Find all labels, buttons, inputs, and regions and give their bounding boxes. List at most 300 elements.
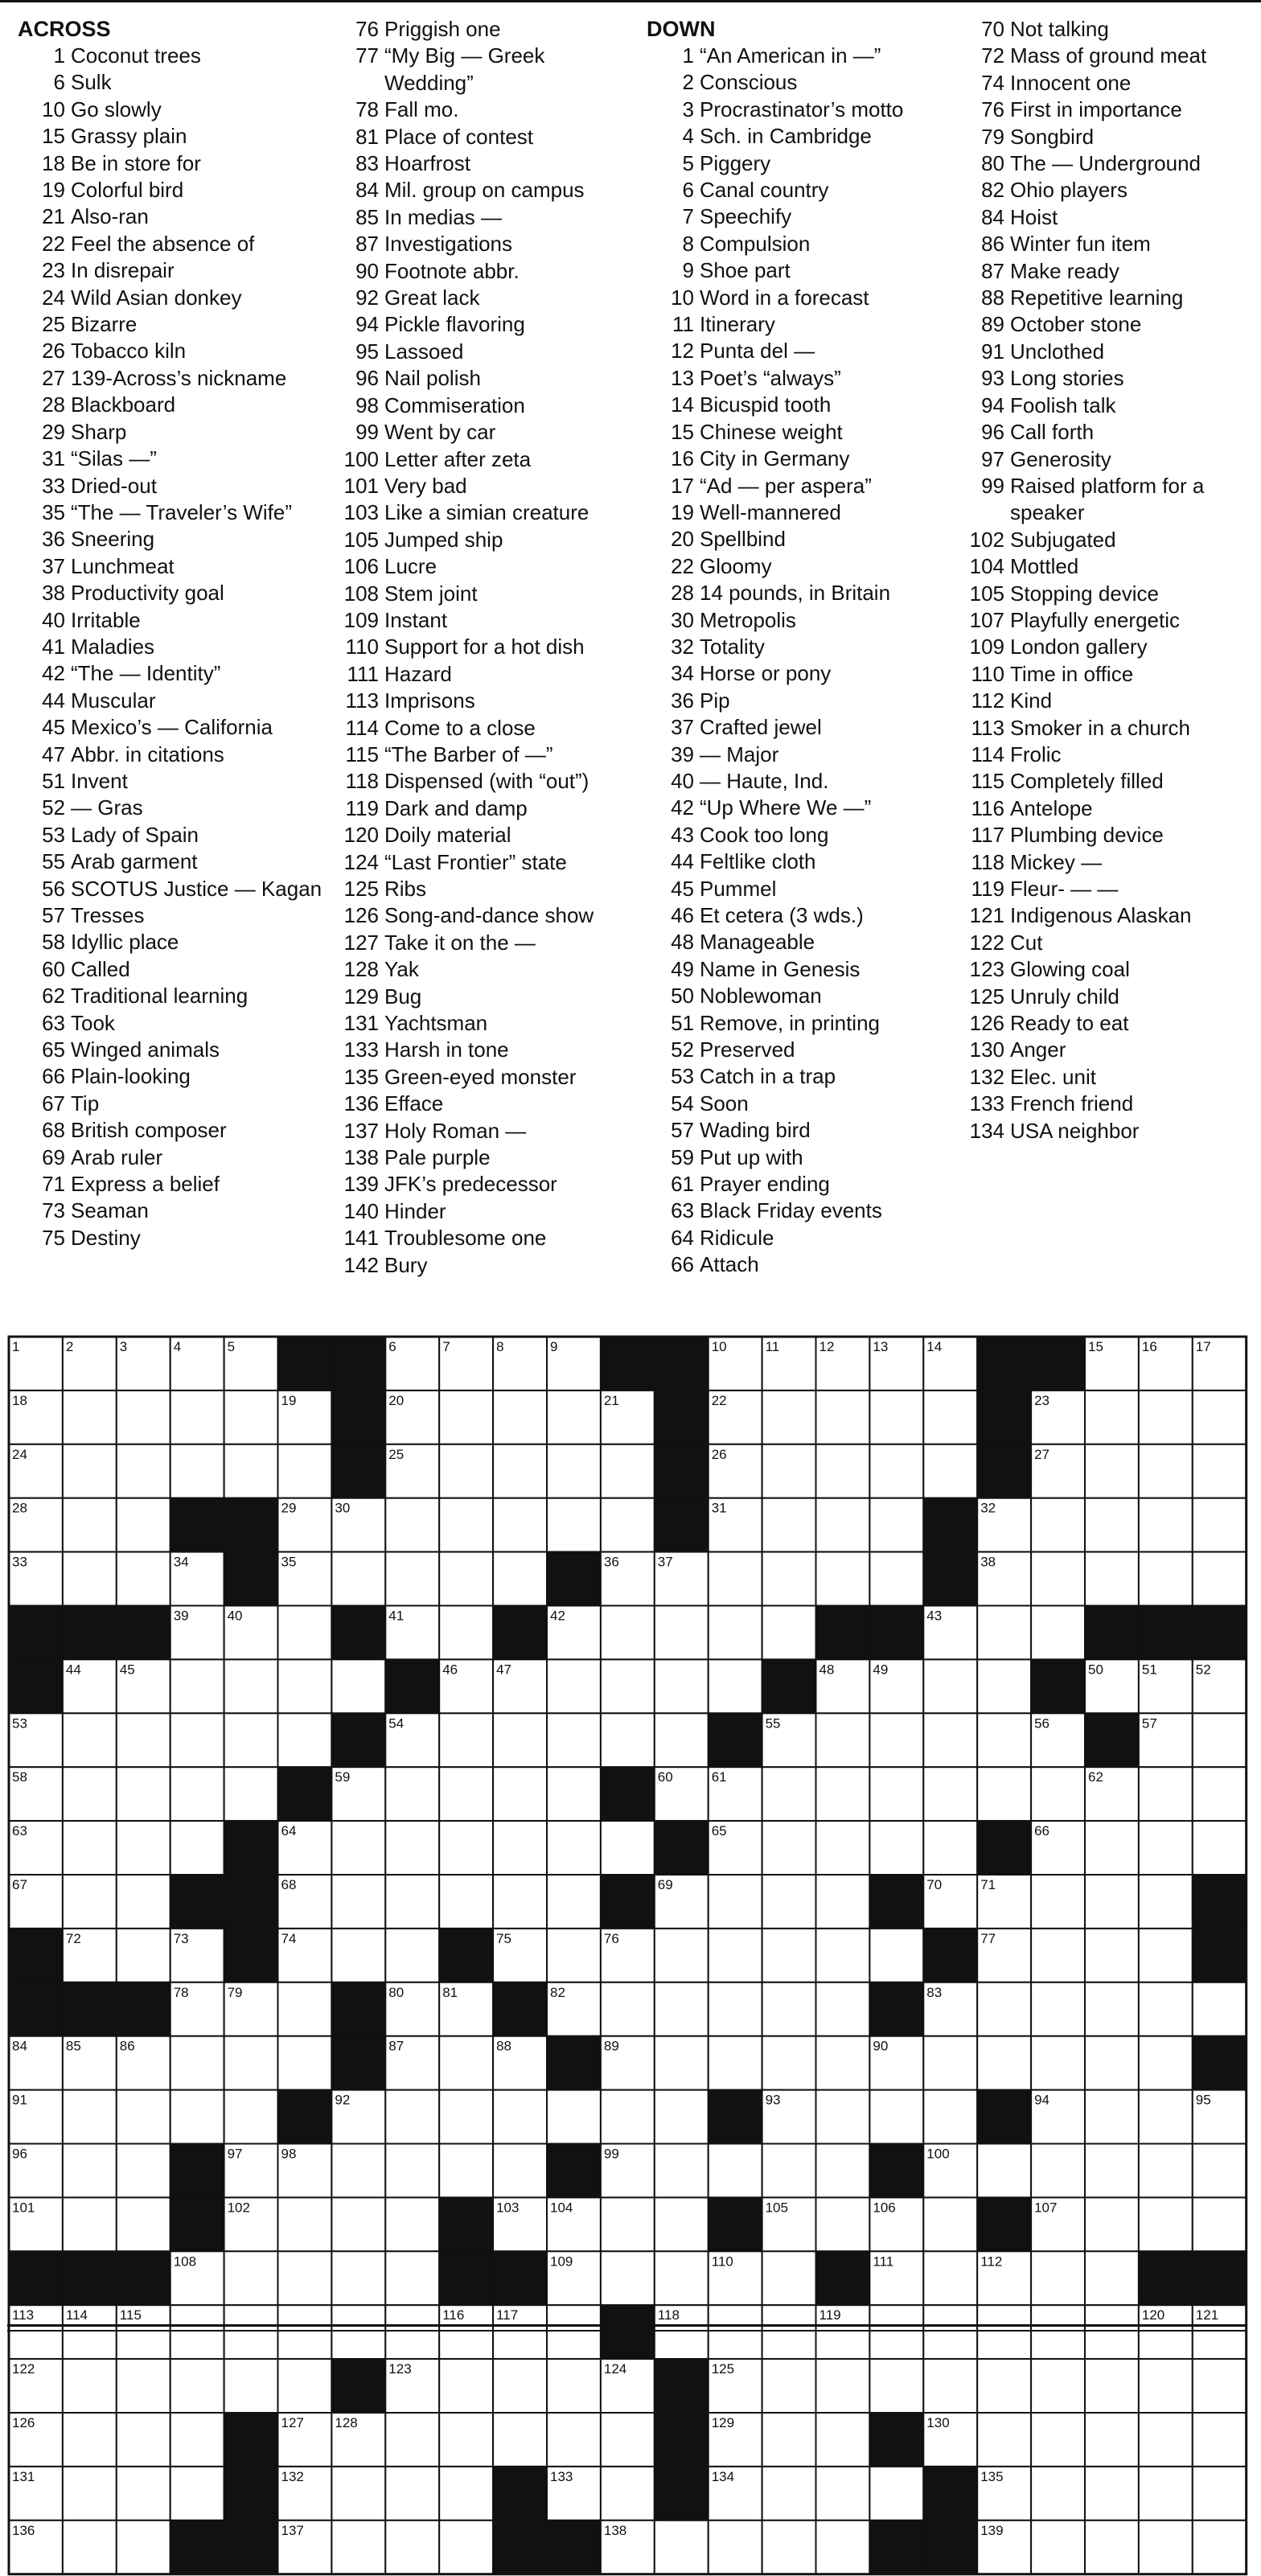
- grid-cell[interactable]: [601, 1821, 655, 1875]
- grid-cell[interactable]: [655, 2521, 709, 2574]
- grid-cell[interactable]: [1085, 2413, 1139, 2467]
- grid-cell[interactable]: [331, 2305, 385, 2359]
- grid-cell[interactable]: [493, 2090, 547, 2144]
- grid-cell[interactable]: [816, 1821, 870, 1875]
- grid-cell[interactable]: [816, 2090, 870, 2144]
- grid-cell[interactable]: [1031, 1552, 1085, 1606]
- grid-cell[interactable]: [439, 2413, 493, 2467]
- grid-cell[interactable]: [1139, 1821, 1193, 1875]
- grid-cell[interactable]: [493, 1875, 547, 1929]
- grid-cell[interactable]: [63, 2197, 117, 2251]
- grid-cell[interactable]: [1139, 2090, 1193, 2144]
- grid-cell[interactable]: [278, 2251, 332, 2305]
- grid-cell[interactable]: [601, 1982, 655, 2036]
- grid-cell[interactable]: [1031, 1982, 1085, 2036]
- grid-cell[interactable]: [709, 1929, 762, 1982]
- grid-cell[interactable]: [278, 2036, 332, 2090]
- grid-cell[interactable]: [278, 1659, 332, 1713]
- grid-cell[interactable]: [1031, 1929, 1085, 1982]
- grid-cell[interactable]: [117, 1929, 170, 1982]
- grid-cell[interactable]: [224, 1391, 278, 1444]
- grid-cell[interactable]: [547, 1713, 601, 1767]
- grid-cell[interactable]: [923, 2251, 977, 2305]
- grid-cell[interactable]: [224, 1713, 278, 1767]
- grid-cell[interactable]: [977, 1713, 1031, 1767]
- clue-item: [18, 97, 323, 123]
- grid-cell[interactable]: [547, 2413, 601, 2467]
- grid-cell[interactable]: [601, 2251, 655, 2305]
- grid-cell[interactable]: [547, 1875, 601, 1929]
- grid-cell[interactable]: [63, 1875, 117, 1929]
- grid-cell[interactable]: [709, 1659, 762, 1713]
- grid-cell[interactable]: [709, 2036, 762, 2090]
- grid-cell[interactable]: [1031, 1767, 1085, 1821]
- grid-cell[interactable]: [1085, 1444, 1139, 1498]
- grid-cell[interactable]: [331, 2251, 385, 2305]
- clue-text: Plain-looking: [71, 1064, 191, 1089]
- grid-cell[interactable]: [655, 1982, 709, 2036]
- grid-cell[interactable]: [1085, 2144, 1139, 2198]
- grid-cell[interactable]: [331, 1875, 385, 1929]
- grid-cell[interactable]: [1031, 2036, 1085, 2090]
- grid-cell[interactable]: [63, 2359, 117, 2413]
- grid-cell[interactable]: [1193, 2197, 1247, 2251]
- grid-cell[interactable]: [1193, 1982, 1247, 2036]
- grid-cell[interactable]: [816, 1875, 870, 1929]
- grid-cell[interactable]: [1031, 2359, 1085, 2413]
- grid-cell[interactable]: [170, 2305, 224, 2359]
- grid-cell[interactable]: [224, 1444, 278, 1498]
- grid-cell[interactable]: [1031, 2413, 1085, 2467]
- grid-cell[interactable]: [117, 2144, 170, 2198]
- grid-cell[interactable]: [385, 2467, 439, 2521]
- grid-cell[interactable]: [762, 1982, 816, 2036]
- grid-cell[interactable]: [439, 1391, 493, 1444]
- grid-cell[interactable]: [1085, 1498, 1139, 1552]
- grid-cell[interactable]: [1193, 1767, 1247, 1821]
- grid-cell[interactable]: [439, 2036, 493, 2090]
- grid-cell[interactable]: [493, 2144, 547, 2198]
- grid-cell[interactable]: [439, 2467, 493, 2521]
- grid-cell[interactable]: [601, 2467, 655, 2521]
- grid-cell[interactable]: [331, 2197, 385, 2251]
- grid-cell[interactable]: [816, 2413, 870, 2467]
- grid-cell[interactable]: [63, 1552, 117, 1606]
- grid-cell[interactable]: [1085, 1982, 1139, 2036]
- grid-cell[interactable]: [547, 1391, 601, 1444]
- grid-cell[interactable]: [224, 2305, 278, 2359]
- grid-cell[interactable]: [493, 1498, 547, 1552]
- grid-cell[interactable]: [601, 1606, 655, 1660]
- grid-cell[interactable]: [655, 1713, 709, 1767]
- grid-cell[interactable]: [224, 2036, 278, 2090]
- grid-cell[interactable]: [655, 2090, 709, 2144]
- grid-cell[interactable]: [170, 1821, 224, 1875]
- grid-cell[interactable]: [1031, 2521, 1085, 2574]
- grid-cell[interactable]: [117, 1391, 170, 1444]
- grid-cell[interactable]: [331, 2144, 385, 2198]
- grid-cell[interactable]: [117, 2359, 170, 2413]
- grid-cell[interactable]: [1031, 1498, 1085, 1552]
- grid-cell[interactable]: [1139, 1391, 1193, 1444]
- grid-cell[interactable]: [170, 1659, 224, 1713]
- grid-cell[interactable]: [63, 2521, 117, 2574]
- grid-cell[interactable]: [170, 2090, 224, 2144]
- grid-cell[interactable]: [331, 2467, 385, 2521]
- grid-cell[interactable]: [1085, 1929, 1139, 1982]
- grid-cell[interactable]: [869, 1821, 923, 1875]
- grid-cell[interactable]: [1085, 2359, 1139, 2413]
- grid-cell[interactable]: [1031, 1606, 1085, 1660]
- grid-cell[interactable]: [762, 2413, 816, 2467]
- grid-cell[interactable]: [1139, 1929, 1193, 1982]
- grid-cell[interactable]: [709, 1606, 762, 1660]
- grid-cell[interactable]: [63, 2467, 117, 2521]
- grid-cell[interactable]: [816, 1498, 870, 1552]
- grid-cell[interactable]: [869, 1498, 923, 1552]
- grid-cell[interactable]: [1031, 2144, 1085, 2198]
- grid-cell[interactable]: [117, 1767, 170, 1821]
- grid-cell[interactable]: [1139, 1982, 1193, 2036]
- grid-cell[interactable]: [1139, 2197, 1193, 2251]
- grid-cell[interactable]: [63, 1713, 117, 1767]
- grid-cell[interactable]: [63, 1821, 117, 1875]
- grid-cell[interactable]: [816, 1929, 870, 1982]
- grid-cell[interactable]: [1139, 2144, 1193, 2198]
- grid-cell[interactable]: [977, 1659, 1031, 1713]
- grid-cell[interactable]: [278, 1606, 332, 1660]
- grid-cell[interactable]: [278, 1713, 332, 1767]
- grid-cell[interactable]: [224, 2090, 278, 2144]
- grid-cell[interactable]: [601, 2413, 655, 2467]
- grid-cell[interactable]: [869, 1929, 923, 1982]
- grid-cell[interactable]: [170, 1767, 224, 1821]
- grid-cell[interactable]: [439, 1821, 493, 1875]
- grid-cell[interactable]: [439, 1767, 493, 1821]
- grid-cell[interactable]: [385, 2197, 439, 2251]
- grid-cell[interactable]: [493, 2413, 547, 2467]
- grid-cell[interactable]: [1193, 1713, 1247, 1767]
- grid-cell[interactable]: [977, 2036, 1031, 2090]
- grid-cell[interactable]: [869, 2359, 923, 2413]
- grid-cell[interactable]: [547, 2359, 601, 2413]
- grid-cell[interactable]: [117, 2197, 170, 2251]
- grid-cell[interactable]: [117, 1875, 170, 1929]
- grid-cell[interactable]: [439, 1713, 493, 1767]
- grid-cell[interactable]: [63, 1444, 117, 1498]
- grid-cell[interactable]: [493, 2359, 547, 2413]
- grid-cell[interactable]: [1031, 2251, 1085, 2305]
- grid-cell[interactable]: [977, 2144, 1031, 2198]
- grid-cell[interactable]: [385, 2521, 439, 2574]
- grid-cell[interactable]: [331, 2521, 385, 2574]
- grid-cell[interactable]: [63, 1767, 117, 1821]
- grid-cell[interactable]: [762, 1821, 816, 1875]
- grid-cell[interactable]: [1085, 2305, 1139, 2359]
- grid-cell[interactable]: [385, 2144, 439, 2198]
- grid-cell[interactable]: [816, 2144, 870, 2198]
- grid-cell[interactable]: [385, 1552, 439, 1606]
- grid-cell[interactable]: [385, 2090, 439, 2144]
- grid-cell[interactable]: [1139, 1767, 1193, 1821]
- grid-cell[interactable]: [170, 2467, 224, 2521]
- grid-cell[interactable]: [762, 2144, 816, 2198]
- grid-cell[interactable]: [224, 1767, 278, 1821]
- grid-cell[interactable]: [977, 2413, 1031, 2467]
- grid-cell[interactable]: [439, 2521, 493, 2574]
- grid-cell[interactable]: [385, 2413, 439, 2467]
- grid-cell[interactable]: [762, 1391, 816, 1444]
- grid-cell[interactable]: [601, 2197, 655, 2251]
- grid-cell[interactable]: [816, 2036, 870, 2090]
- grid-cell[interactable]: [1085, 2467, 1139, 2521]
- grid-cell[interactable]: [923, 2090, 977, 2144]
- grid-cell[interactable]: [547, 2305, 601, 2359]
- grid-cell[interactable]: [1085, 1391, 1139, 1444]
- grid-cell[interactable]: [762, 2521, 816, 2574]
- grid-cell[interactable]: [547, 1929, 601, 1982]
- grid-cell[interactable]: [1031, 2305, 1085, 2359]
- grid-cell[interactable]: [170, 1713, 224, 1767]
- grid-cell[interactable]: [762, 1767, 816, 1821]
- grid-cell[interactable]: [762, 1929, 816, 1982]
- grid-cell[interactable]: [385, 1498, 439, 1552]
- grid-cell[interactable]: [385, 1875, 439, 1929]
- grid-cell[interactable]: [117, 2090, 170, 2144]
- grid-cell[interactable]: [1085, 1875, 1139, 1929]
- grid-cell[interactable]: [1139, 1552, 1193, 1606]
- grid-cell[interactable]: [493, 1713, 547, 1767]
- grid-cell[interactable]: [117, 1444, 170, 1498]
- grid-cell[interactable]: [1139, 2467, 1193, 2521]
- grid-cell[interactable]: [63, 1391, 117, 1444]
- grid-cell[interactable]: [655, 1659, 709, 1713]
- grid-cell[interactable]: [655, 2197, 709, 2251]
- grid-cell[interactable]: [1139, 2521, 1193, 2574]
- grid-cell[interactable]: [1139, 1444, 1193, 1498]
- grid-cell[interactable]: [1193, 1444, 1247, 1498]
- grid-cell[interactable]: [762, 1606, 816, 1660]
- grid-cell[interactable]: [278, 2359, 332, 2413]
- grid-cell[interactable]: [655, 2144, 709, 2198]
- grid-cell[interactable]: [224, 2359, 278, 2413]
- grid-cell[interactable]: [439, 2359, 493, 2413]
- grid-cell[interactable]: [869, 1767, 923, 1821]
- grid-cell[interactable]: [547, 2090, 601, 2144]
- grid-cell[interactable]: [977, 2305, 1031, 2359]
- grid-cell[interactable]: [1193, 1821, 1247, 1875]
- grid-cell[interactable]: [117, 2467, 170, 2521]
- grid-cell[interactable]: [869, 2467, 923, 2521]
- grid-cell[interactable]: [547, 1767, 601, 1821]
- grid-cell[interactable]: [1193, 1498, 1247, 1552]
- grid-number: 63: [12, 1823, 27, 1839]
- grid-cell[interactable]: [816, 1767, 870, 1821]
- grid-cell[interactable]: [1193, 2413, 1247, 2467]
- grid-cell[interactable]: [923, 2359, 977, 2413]
- grid-cell[interactable]: [439, 1444, 493, 1498]
- grid-cell[interactable]: [816, 1713, 870, 1767]
- grid-cell[interactable]: [977, 1767, 1031, 1821]
- grid-cell[interactable]: [762, 2251, 816, 2305]
- grid-cell[interactable]: [117, 1498, 170, 1552]
- grid-cell[interactable]: [977, 2359, 1031, 2413]
- grid-cell[interactable]: [923, 2197, 977, 2251]
- grid-cell[interactable]: [869, 2305, 923, 2359]
- grid-cell[interactable]: [709, 1875, 762, 1929]
- grid-cell[interactable]: [1193, 2359, 1247, 2413]
- grid-cell[interactable]: [762, 1498, 816, 1552]
- grid-cell[interactable]: [869, 2090, 923, 2144]
- grid-cell[interactable]: [63, 2144, 117, 2198]
- grid-cell[interactable]: [170, 2413, 224, 2467]
- grid-cell[interactable]: [1193, 2144, 1247, 2198]
- grid-cell[interactable]: [816, 1444, 870, 1498]
- grid-cell[interactable]: [63, 1498, 117, 1552]
- grid-cell[interactable]: [1031, 2467, 1085, 2521]
- grid-cell[interactable]: [601, 1659, 655, 1713]
- grid-cell[interactable]: [331, 1821, 385, 1875]
- grid-cell[interactable]: [1031, 1875, 1085, 1929]
- grid-cell[interactable]: [869, 1552, 923, 1606]
- grid-cell[interactable]: [117, 2413, 170, 2467]
- grid-cell[interactable]: [655, 1929, 709, 1982]
- grid-cell[interactable]: [709, 2521, 762, 2574]
- grid-cell[interactable]: [439, 1606, 493, 1660]
- grid-cell[interactable]: [816, 2467, 870, 2521]
- grid-cell[interactable]: [709, 1552, 762, 1606]
- grid-cell[interactable]: [869, 1444, 923, 1498]
- grid-cell[interactable]: [547, 1498, 601, 1552]
- grid-cell[interactable]: [63, 2090, 117, 2144]
- grid-cell[interactable]: [762, 1444, 816, 1498]
- grid-cell[interactable]: [923, 1659, 977, 1713]
- grid-cell[interactable]: [816, 2359, 870, 2413]
- grid-cell[interactable]: [923, 1444, 977, 1498]
- grid-cell[interactable]: [1139, 1875, 1193, 1929]
- grid-cell[interactable]: [977, 1982, 1031, 2036]
- grid-cell[interactable]: [117, 2521, 170, 2574]
- grid-cell[interactable]: [1139, 1498, 1193, 1552]
- grid-cell[interactable]: [170, 2359, 224, 2413]
- grid-cell[interactable]: [1193, 2467, 1247, 2521]
- grid-cell[interactable]: [385, 1767, 439, 1821]
- grid-cell[interactable]: [601, 1498, 655, 1552]
- grid-cell[interactable]: [709, 2305, 762, 2359]
- grid-cell[interactable]: [547, 1659, 601, 1713]
- grid-cell[interactable]: [816, 2521, 870, 2574]
- grid-cell[interactable]: [762, 2036, 816, 2090]
- grid-cell[interactable]: [923, 1821, 977, 1875]
- grid-cell[interactable]: [655, 2036, 709, 2090]
- grid-cell[interactable]: [1139, 2359, 1193, 2413]
- grid-cell[interactable]: [439, 2090, 493, 2144]
- grid-cell[interactable]: [117, 1713, 170, 1767]
- grid-cell[interactable]: [439, 1552, 493, 1606]
- grid-cell[interactable]: [224, 2251, 278, 2305]
- grid-cell[interactable]: [816, 2197, 870, 2251]
- grid-cell[interactable]: [655, 2251, 709, 2305]
- grid-cell[interactable]: [923, 2036, 977, 2090]
- grid-cell[interactable]: [331, 1659, 385, 1713]
- grid-cell[interactable]: [601, 1713, 655, 1767]
- grid-cell[interactable]: [331, 1929, 385, 1982]
- grid-cell[interactable]: [923, 1767, 977, 1821]
- grid-cell[interactable]: [170, 1444, 224, 1498]
- grid-cell[interactable]: [816, 1391, 870, 1444]
- grid-cell[interactable]: [278, 2305, 332, 2359]
- grid-cell[interactable]: [869, 1713, 923, 1767]
- grid-cell[interactable]: [655, 1606, 709, 1660]
- grid-cell[interactable]: [278, 1444, 332, 1498]
- grid-cell[interactable]: [762, 2359, 816, 2413]
- grid-cell[interactable]: [709, 1982, 762, 2036]
- grid-cell[interactable]: [601, 2090, 655, 2144]
- clue-number: 6: [682, 178, 694, 203]
- grid-cell[interactable]: [923, 1713, 977, 1767]
- grid-cell[interactable]: [1085, 2251, 1139, 2305]
- grid-cell[interactable]: [385, 2251, 439, 2305]
- grid-cell[interactable]: [439, 1498, 493, 1552]
- grid-cell[interactable]: [278, 1982, 332, 2036]
- grid-cell[interactable]: [762, 2305, 816, 2359]
- grid-cell[interactable]: [493, 1391, 547, 1444]
- grid-cell[interactable]: [547, 1444, 601, 1498]
- grid-cell[interactable]: [762, 1875, 816, 1929]
- grid-cell[interactable]: [224, 1659, 278, 1713]
- grid-cell[interactable]: [117, 1552, 170, 1606]
- grid-cell[interactable]: [1193, 1391, 1247, 1444]
- grid-cell[interactable]: [1085, 2090, 1139, 2144]
- grid-cell[interactable]: [63, 2413, 117, 2467]
- grid-cell[interactable]: [923, 1391, 977, 1444]
- grid-cell[interactable]: [1085, 2036, 1139, 2090]
- grid-cell[interactable]: [385, 2305, 439, 2359]
- grid-cell[interactable]: [1139, 2413, 1193, 2467]
- grid-cell[interactable]: [869, 1391, 923, 1444]
- grid-cell[interactable]: [170, 2036, 224, 2090]
- grid-cell[interactable]: [117, 1821, 170, 1875]
- grid-cell[interactable]: [1193, 1552, 1247, 1606]
- grid-cell[interactable]: [493, 1552, 547, 1606]
- grid-cell[interactable]: [385, 1929, 439, 1982]
- grid-cell[interactable]: [601, 1444, 655, 1498]
- grid-cell[interactable]: [547, 1821, 601, 1875]
- grid-cell[interactable]: [331, 1552, 385, 1606]
- grid-cell[interactable]: [439, 1875, 493, 1929]
- grid-cell[interactable]: [439, 2144, 493, 2198]
- grid-cell[interactable]: [385, 1821, 439, 1875]
- grid-cell[interactable]: [762, 2467, 816, 2521]
- grid-cell[interactable]: [709, 2144, 762, 2198]
- grid-cell[interactable]: [1085, 1552, 1139, 1606]
- grid-cell[interactable]: [1193, 2521, 1247, 2574]
- grid-cell[interactable]: [1085, 2521, 1139, 2574]
- grid-cell[interactable]: [816, 1552, 870, 1606]
- grid-cell[interactable]: [762, 1552, 816, 1606]
- grid-cell[interactable]: [1085, 2197, 1139, 2251]
- grid-cell[interactable]: [1085, 1821, 1139, 1875]
- grid-cell[interactable]: [816, 1982, 870, 2036]
- grid-cell[interactable]: [170, 1391, 224, 1444]
- grid-cell[interactable]: [1139, 2036, 1193, 2090]
- grid-cell[interactable]: [977, 1606, 1031, 1660]
- grid-cell[interactable]: [278, 2197, 332, 2251]
- grid-cell[interactable]: [493, 1821, 547, 1875]
- grid-cell[interactable]: [923, 2305, 977, 2359]
- grid-cell[interactable]: [493, 1444, 547, 1498]
- grid-cell[interactable]: [493, 1767, 547, 1821]
